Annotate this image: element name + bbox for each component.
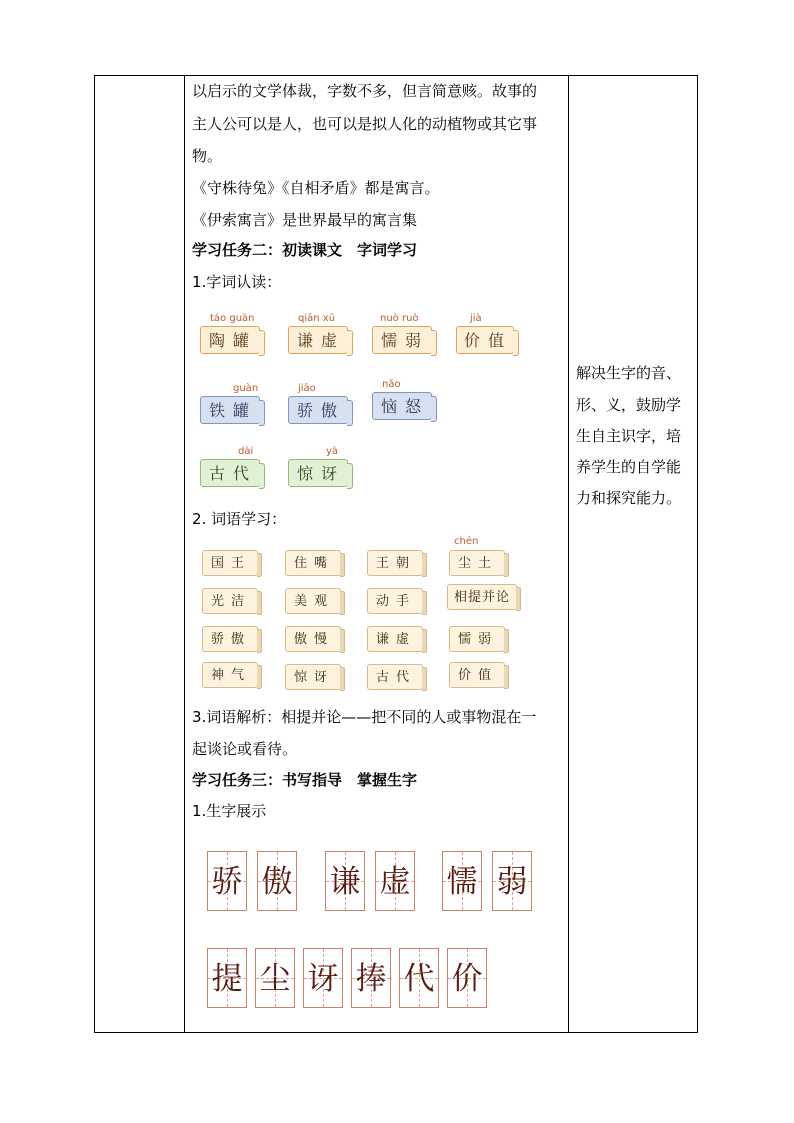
step-label: 2. 词语学习： — [192, 510, 287, 528]
word-tag: 价值 — [449, 662, 505, 688]
grid-char: 谦 — [329, 864, 361, 900]
writing-grid — [351, 948, 391, 1008]
grid-char: 讶 — [307, 961, 339, 997]
writing-grid — [442, 851, 482, 911]
side-note-line: 力和探究能力。 — [576, 489, 682, 507]
card-word: 铁罐 — [200, 396, 260, 424]
side-note-line: 解决生字的音、 — [576, 364, 682, 382]
word-tag: 光洁 — [202, 588, 258, 614]
word-tag: 动手 — [367, 588, 423, 614]
step-label: 1.字词认读： — [192, 273, 282, 291]
word-tag: 懦弱 — [449, 626, 505, 652]
card-word: 陶罐 — [200, 326, 260, 354]
pinyin-card — [200, 383, 264, 427]
pinyin-card — [456, 313, 520, 357]
text-line: 3.词语解析：相提并论——把不同的人或事物混在一 — [192, 708, 537, 726]
pinyin-card — [288, 446, 352, 490]
pinyin-text: táo guàn — [210, 313, 255, 324]
word-tag: 骄傲 — [202, 626, 258, 652]
writing-grid — [257, 851, 297, 911]
pinyin-text: jiāo — [298, 383, 316, 394]
grid-char: 弱 — [496, 864, 528, 900]
side-note-line: 养学生的自学能 — [576, 458, 682, 476]
card-word: 谦虚 — [288, 326, 348, 354]
pinyin-card — [200, 446, 264, 490]
grid-char: 虚 — [379, 864, 411, 900]
task-heading: 学习任务三：书写指导 掌握生字 — [192, 771, 418, 789]
card-word: 惊讶 — [288, 459, 348, 487]
pinyin-card — [288, 313, 352, 357]
pinyin-text: chén — [454, 536, 479, 547]
word-tag: 尘土 — [449, 550, 505, 576]
column-divider — [184, 76, 185, 1032]
writing-grid — [207, 851, 247, 911]
word-tag: 住嘴 — [285, 550, 341, 576]
writing-grid — [303, 948, 343, 1008]
text-line: 《伊索寓言》是世界最早的寓言集 — [192, 211, 418, 229]
word-tag: 神气 — [202, 662, 258, 688]
grid-char: 代 — [403, 961, 435, 997]
card-word: 骄傲 — [288, 396, 348, 424]
pinyin-text: nuò ruò — [380, 313, 419, 324]
column-divider — [568, 76, 569, 1032]
writing-grid — [447, 948, 487, 1008]
writing-grid — [375, 851, 415, 911]
pinyin-text: jià — [470, 313, 482, 324]
pinyin-card — [372, 379, 436, 423]
word-tag: 王朝 — [367, 550, 423, 576]
step-label: 1.生字展示 — [192, 802, 267, 820]
word-tag: 傲慢 — [285, 626, 341, 652]
text-line: 物。 — [192, 147, 223, 165]
grid-char: 傲 — [261, 864, 293, 900]
pinyin-text: yà — [326, 446, 339, 457]
pinyin-text: guàn — [233, 383, 259, 394]
grid-char: 尘 — [259, 961, 291, 997]
card-word: 价值 — [456, 326, 514, 354]
task-heading: 学习任务二：初读课文 字词学习 — [192, 241, 418, 259]
word-tag: 惊讶 — [285, 664, 341, 690]
word-tag: 美观 — [285, 588, 341, 614]
writing-grid — [255, 948, 295, 1008]
writing-grid — [492, 851, 532, 911]
pinyin-text: qiān xū — [298, 313, 336, 324]
text-line: 主人公可以是人，也可以是拟人化的动植物或其它事 — [192, 115, 538, 133]
card-word: 恼怒 — [372, 392, 432, 420]
text-line: 以启示的文学体裁，字数不多，但言简意赅。故事的 — [192, 82, 538, 100]
text-line: 《守株待兔》《自相矛盾》都是寓言。 — [192, 179, 440, 197]
writing-grid — [399, 948, 439, 1008]
writing-grid — [325, 851, 365, 911]
grid-char: 骄 — [211, 864, 243, 900]
grid-char: 捧 — [355, 961, 387, 997]
card-word: 懦弱 — [372, 326, 432, 354]
pinyin-card — [372, 313, 436, 357]
pinyin-card — [288, 383, 352, 427]
pinyin-text: nǎo — [382, 379, 401, 390]
word-tag: 古代 — [367, 664, 423, 690]
grid-char: 懦 — [446, 864, 478, 900]
pinyin-card — [200, 313, 264, 357]
pinyin-text: dài — [238, 446, 254, 457]
word-tag: 国王 — [202, 550, 258, 576]
word-tag: 谦虚 — [367, 626, 423, 652]
word-tag: 相提并论 — [447, 584, 517, 610]
side-note-line: 形、义，鼓励学 — [576, 396, 682, 414]
card-word: 古代 — [200, 459, 260, 487]
grid-char: 价 — [451, 961, 483, 997]
text-line: 起谈论或看待。 — [192, 740, 298, 758]
grid-char: 提 — [211, 961, 243, 997]
side-note-line: 生自主识字，培 — [576, 427, 682, 445]
writing-grid — [207, 948, 247, 1008]
